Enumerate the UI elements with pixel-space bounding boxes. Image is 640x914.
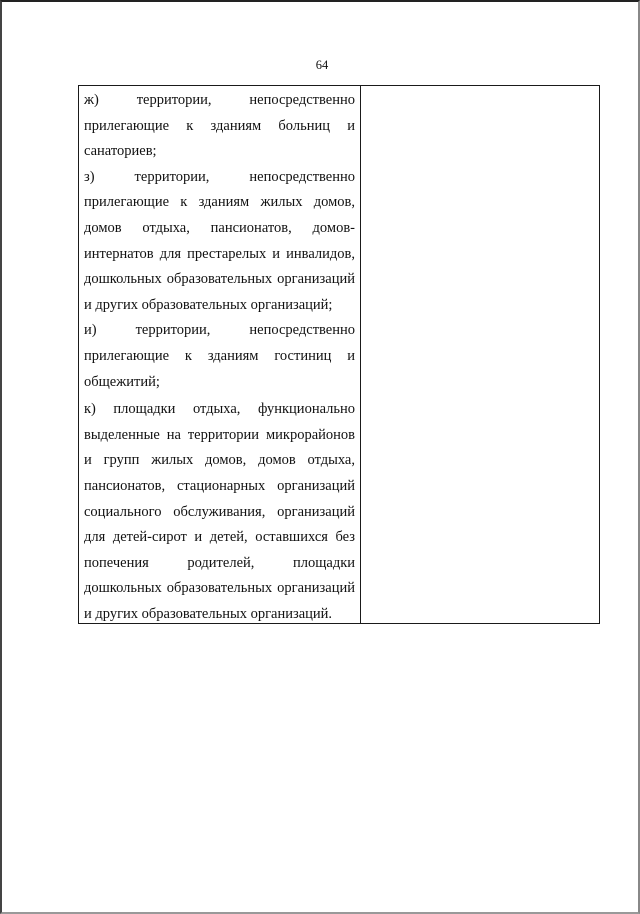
list-item-i: и) территории, непосредственно прилегающие к зданиям гостиниц и общежитий;: [84, 322, 355, 390]
table-right-column: [361, 86, 599, 623]
list-item-z: з) территории, непосредственно прилегающие к зданиям жилых домов, домов отдыха, пансионатов, домов-интернатов для престарелых и инвалидов, дошкольных образовательных организаций и других образовательных организаций;: [84, 168, 355, 313]
document-table: [78, 85, 600, 624]
table-left-column: [79, 86, 361, 623]
page-number: 64: [315, 58, 329, 72]
list-item-zh: ж) территории, непосредственно прилегающие к зданиям больниц и санаториев;: [84, 92, 355, 160]
list-item-k: к) площадки отдыха, функционально выделенные на территории микрорайонов и групп жилых домов, домов отдыха, пансионатов, стационарных организаций социального обслуживания, организаций для детей-сирот и детей, оставшихся без попечения родителей, площадки дошкольных образовательных организаций и других образовательных организаций.: [84, 401, 355, 622]
